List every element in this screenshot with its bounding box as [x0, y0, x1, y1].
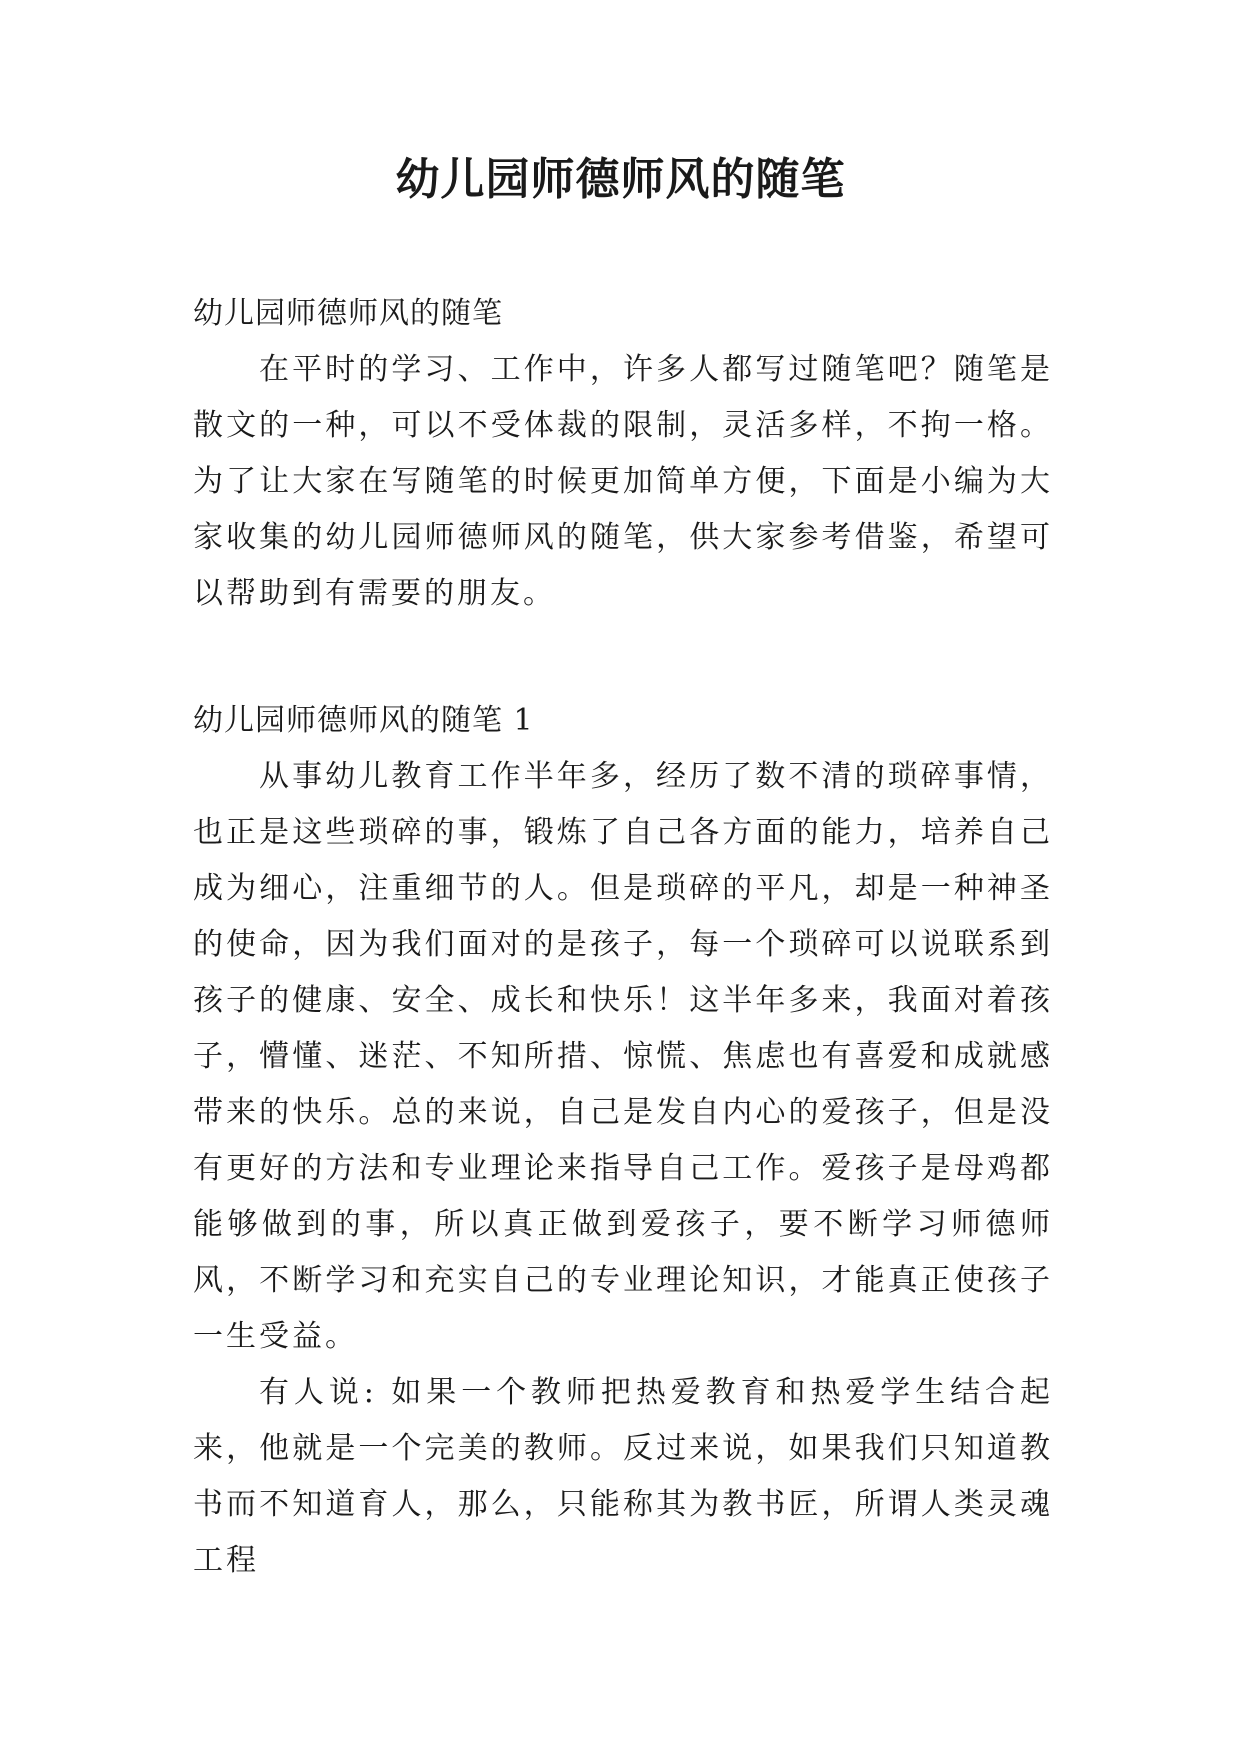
- section-1-paragraph: 从事幼儿教育工作半年多，经历了数不清的琐碎事情，也正是这些琐碎的事，锻炼了自己各方面的能力，培养自己成为细心，注重细节的人。但是琐碎的平凡，却是一种神圣的使命，因为我们面对的是孩子，每一个琐碎可以说联系到孩子的健康、安全、成长和快乐！这半年多来，我面对着孩子，懵懂、迷茫、不知所措、惊慌、焦虑也有喜爱和成就感带来的快乐。总的来说，自己是发自内心的爱孩子，但是没有更好的方法和专业理论来指导自己工作。爱孩子是母鸡都能够做到的事，所以真正做到爱孩子，要不断学习师德师风，不断学习和充实自己的专业理论知识，才能真正使孩子一生受益。: [193, 759, 1053, 1354]
- intro-paragraph: 在平时的学习、工作中，许多人都写过随笔吧？随笔是散文的一种，可以不受体裁的限制，灵活多样，不拘一格。为了让大家在写随笔的时候更加简单方便，下面是小编为大家收集的幼儿园师德师风的随笔，供大家参考借鉴，希望可以帮助到有需要的朋友。: [193, 352, 1053, 611]
- section-1: [193, 693, 1053, 1589]
- intro-heading: 幼儿园师德师风的随笔: [193, 296, 503, 331]
- document-title: 幼儿园师德师风的随笔: [395, 154, 846, 205]
- section-1-heading: 幼儿园师德师风的随笔 1: [193, 703, 534, 738]
- section-1-paragraph: 有人说: 如果一个教师把热爱教育和热爱学生结合起来，他就是一个完美的教师。反过来说，如果我们只知道教书而不知道育人，那么，只能称其为教书匠，所谓人类灵魂工程: [193, 1375, 1053, 1578]
- intro-section: [193, 286, 1053, 622]
